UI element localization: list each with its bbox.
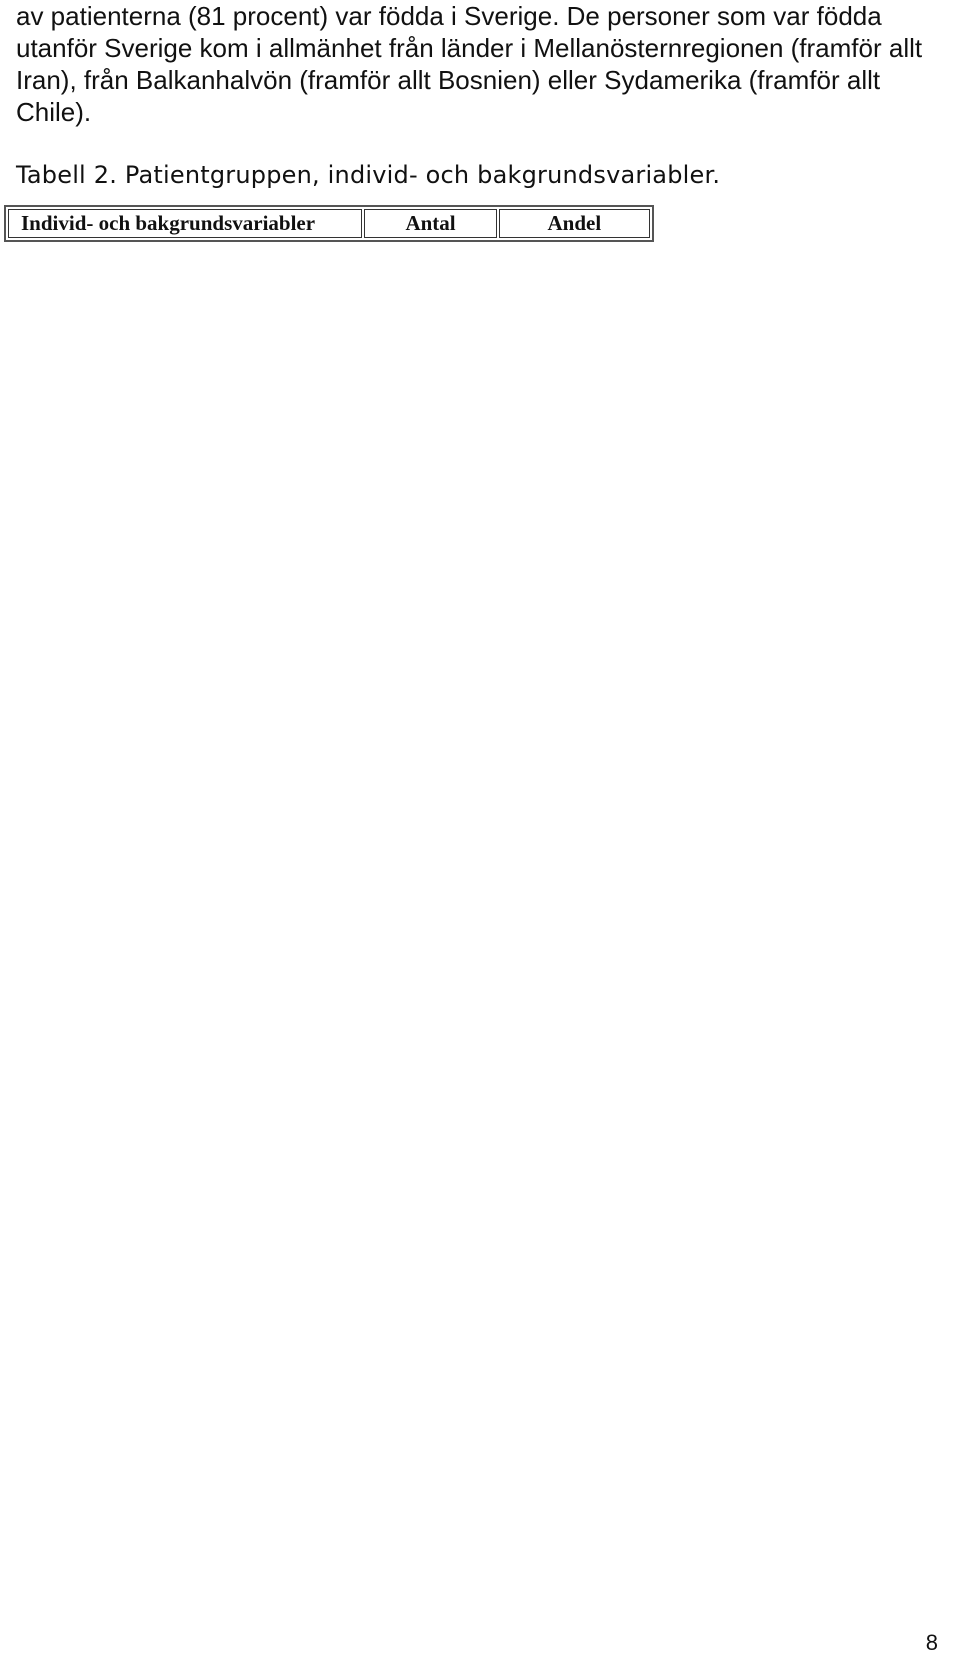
table-header-row (8, 209, 650, 238)
header-variable: Individ- och bakgrundsvariabler (8, 209, 362, 238)
intro-line: Iran), från Balkanhalvön (framför allt Bosnien) eller Sydamerika (framför allt (16, 65, 881, 95)
intro-line: av patienterna (81 procent) var födda i Sverige. De personer som var födda (16, 1, 882, 31)
patient-table (4, 205, 654, 242)
intro-line: Chile). (16, 97, 92, 127)
header-andel: Andel (499, 209, 650, 238)
header-antal: Antal (364, 209, 496, 238)
intro-paragraph (16, 0, 946, 128)
intro-line: utanför Sverige kom i allmänhet från länder i Mellanösternregionen (framför allt (16, 33, 923, 63)
table-caption: Tabell 2. Patientgruppen, individ- och bakgrundsvariabler. (16, 161, 721, 189)
page-number: 8 (925, 1630, 938, 1655)
